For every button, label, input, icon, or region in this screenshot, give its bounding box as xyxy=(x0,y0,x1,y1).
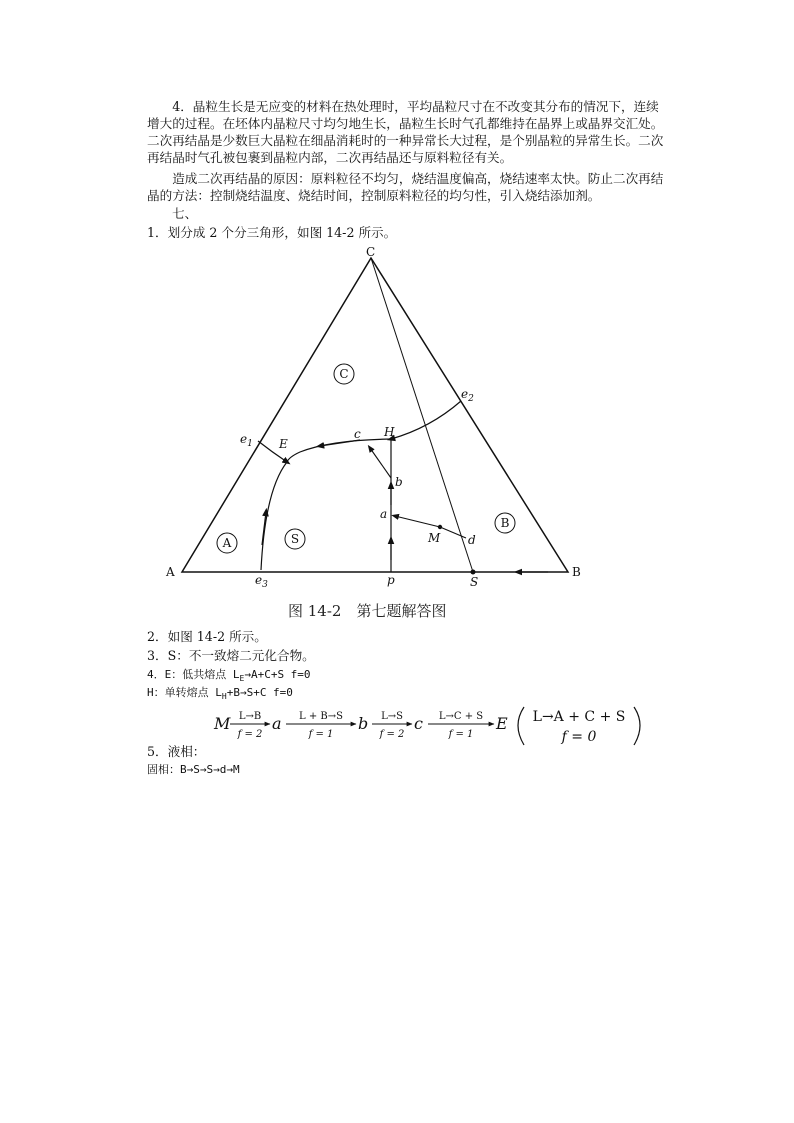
vertex-label-c: C xyxy=(366,245,376,259)
answer-5-liquid: 5．液相： xyxy=(147,744,206,759)
paragraph-grain-growth: 4．晶粒生长是无应变的材料在热处理时，平均晶粒尺寸在不改变其分布的情况下，连续增大的过程。在坯体内晶粒尺寸均匀地生长，晶粒生长时气孔都维持在晶界上或晶界交汇处。二次再结晶是少数巨大晶粒在细晶消耗时的一种异常长大过程，是个别晶粒的异常生长。二次再结晶时气孔被包裹到晶粒内部，二次再结晶还与原料粒径有关。 xyxy=(147,99,664,165)
vertex-label-b: B xyxy=(572,565,581,579)
svg-text:c: c xyxy=(414,714,423,733)
path-M-d xyxy=(440,527,466,538)
point-label-e1: $e_1$ xyxy=(240,432,253,449)
crystallization-path-equation xyxy=(212,703,652,749)
point-label-a: a xyxy=(380,507,388,521)
answer-5-solid: 固相：B→S→S→d→M xyxy=(147,763,240,776)
point-label-M: M xyxy=(428,531,441,545)
vertex-label-a: A xyxy=(166,565,175,579)
svg-text:L→C + S: L→C + S xyxy=(438,711,484,722)
point-label-b: b xyxy=(395,475,403,489)
svg-text:f = 1: f = 1 xyxy=(308,729,334,740)
point-label-S: S xyxy=(470,575,479,589)
point-label-e3: $e_3$ xyxy=(255,573,268,590)
svg-text:C: C xyxy=(339,367,349,381)
point-label-e2: $e_2$ xyxy=(461,387,474,404)
svg-text:M: M xyxy=(214,714,231,733)
boundary-e3-E xyxy=(261,462,287,570)
point-label-H: H xyxy=(384,425,395,439)
svg-text:f = 1: f = 1 xyxy=(448,729,474,740)
path-b-c xyxy=(370,448,391,478)
point-label-p: p xyxy=(387,573,395,587)
region-label-b xyxy=(495,513,515,533)
boundary-H-E xyxy=(287,439,391,462)
answer-2: 2．如图 14-2 所示。 xyxy=(147,629,267,644)
svg-text:B: B xyxy=(500,516,510,530)
svg-text:E: E xyxy=(496,714,508,733)
answer-3: 3．S：不一致熔二元化合物。 xyxy=(147,648,315,663)
point-S-dot xyxy=(471,570,476,575)
point-label-E: E xyxy=(279,437,288,451)
svg-text:a: a xyxy=(272,714,282,733)
svg-text:b: b xyxy=(358,714,369,733)
boundary-e3-arrow xyxy=(262,512,266,545)
region-label-s xyxy=(285,529,305,549)
triangle-outline xyxy=(182,258,568,572)
path-M-a xyxy=(395,516,440,527)
svg-text:S: S xyxy=(290,532,300,546)
figure-caption: 图 14-2 第七题解答图 xyxy=(288,602,447,620)
svg-text:L→S: L→S xyxy=(381,711,403,722)
region-label-c xyxy=(334,364,354,384)
point-M-dot xyxy=(438,525,442,529)
question-1-answer: 1．划分成 2 个分三角形，如图 14-2 所示。 xyxy=(147,225,397,240)
join-line-cs xyxy=(371,258,473,572)
svg-text:f = 2: f = 2 xyxy=(237,729,263,740)
svg-text:L + B→S: L + B→S xyxy=(299,711,343,722)
svg-text:L→B: L→B xyxy=(238,711,262,722)
paragraph-secondary-recrystallization: 造成二次再结晶的原因：原料粒径不均匀，烧结温度偏高，烧结速率太快。防止二次再结晶的方法：控制烧结温度、烧结时间，控制原料粒径的均匀性，引入烧结添加剂。 xyxy=(147,171,664,203)
region-label-a xyxy=(217,533,237,553)
section-heading: 七、 xyxy=(172,206,198,221)
svg-text:f = 2: f = 2 xyxy=(379,729,405,740)
svg-text:L→A + C + S: L→A + C + S xyxy=(532,709,626,725)
svg-text:f = 0: f = 0 xyxy=(561,729,597,745)
answer-4-E: 4．E：低共熔点 $L_E\to A+C+S$ f=0 xyxy=(147,668,311,684)
svg-text:A: A xyxy=(222,536,232,550)
point-label-c: c xyxy=(354,427,361,441)
boundary-e2-H xyxy=(391,401,461,439)
point-label-d: d xyxy=(468,533,476,547)
answer-4-H: H：单转熔点 $L_H+B\to S+C$ f=0 xyxy=(147,686,293,702)
